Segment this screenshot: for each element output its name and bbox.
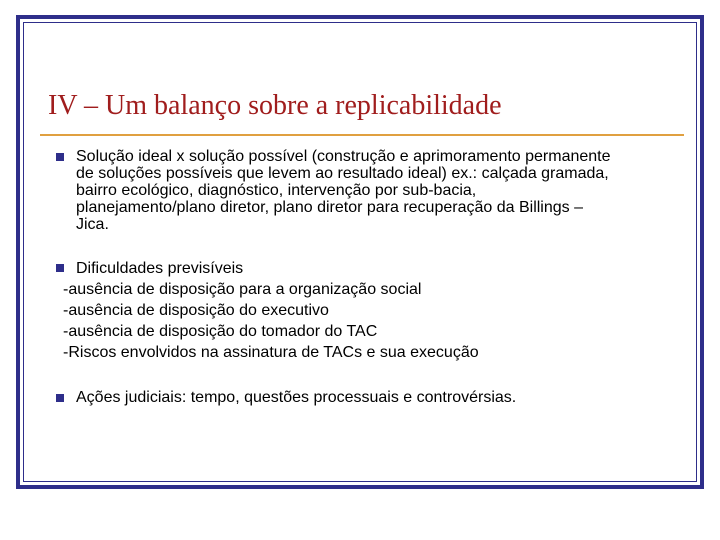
title-underline [40, 134, 684, 136]
bullet-square-icon [56, 153, 64, 161]
bullet-3-line: Ações judiciais: tempo, questões processuais e controvérsias. [76, 389, 517, 406]
bullet-2-subline: -Riscos envolvidos na assinatura de TACs e sua execução [63, 344, 479, 361]
bullet-text-2 [76, 258, 243, 279]
bullet-text-3 [76, 389, 516, 406]
bullet-1-line: Jica. [76, 216, 109, 233]
bullet-text-1 [76, 148, 611, 233]
bullet-2-subline: -ausência de disposição do executivo [63, 302, 329, 319]
bullet-1-line: de soluções possíveis que levem ao resultado ideal) ex.: calçada gramada, [76, 165, 609, 182]
bullet-square-icon [56, 264, 64, 272]
bullet-2-subline: -ausência de disposição para a organização social [63, 281, 422, 298]
bullet-2-subline: -ausência de disposição do tomador do TAC [63, 323, 378, 340]
bullet-text-2-sublist [63, 279, 479, 363]
bullet-1-line: bairro ecológico, diagnóstico, intervenção por sub-bacia, [76, 182, 477, 199]
bullet-1-line: planejamento/plano diretor, plano diretor para recuperação da Billings – [76, 199, 583, 216]
bullet-square-icon [56, 394, 64, 402]
bullet-2-line: Dificuldades previsíveis [76, 260, 244, 277]
slide-title: IV – Um balanço sobre a replicabilidade [48, 90, 502, 121]
bullet-1-line: Solução ideal x solução possível (construção e aprimoramento permanente [76, 148, 611, 165]
